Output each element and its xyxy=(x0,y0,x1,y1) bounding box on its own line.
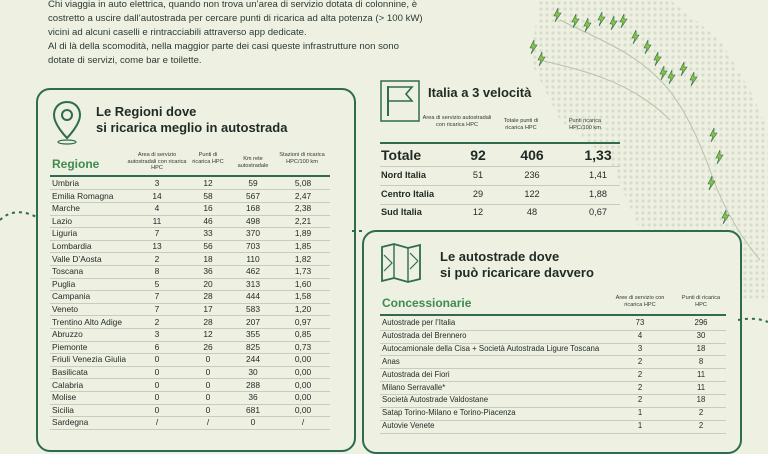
region-value: 1,85 xyxy=(294,241,312,251)
speed-value: 29 xyxy=(472,188,484,199)
highway-name: Autostrada del Brennero xyxy=(382,330,467,340)
region-value: 703 xyxy=(246,241,260,251)
intro-line: Al di là della scomodità, nella maggior parte dei casi queste infrastrutture non sono xyxy=(48,41,399,52)
region-value: 0 xyxy=(250,417,256,428)
intro-line: costretto a uscire dall’autostrada per cercare punti di ricarica ad alta potenza (> 100 kW) xyxy=(48,13,423,24)
region-value: 0 xyxy=(154,404,160,415)
region-value: 28 xyxy=(203,316,213,327)
region-name: Lazio xyxy=(52,215,73,226)
highways-col-name: Concessionarie xyxy=(382,296,472,310)
highway-name: Autovie Venete xyxy=(382,421,435,431)
region-value: 583 xyxy=(246,304,260,314)
region-value: 2 xyxy=(154,253,160,264)
region-value: 3 xyxy=(154,178,160,188)
dotted-connector xyxy=(340,205,380,245)
region-value: 0,00 xyxy=(294,392,312,403)
highway-value: 4 xyxy=(637,330,643,340)
region-name: Puglia xyxy=(52,278,76,289)
region-value: 681 xyxy=(246,404,260,415)
highways-title-line2: si può ricaricare davvero xyxy=(440,265,594,280)
divider xyxy=(380,314,726,316)
speed-value: 12 xyxy=(472,207,484,217)
region-value: 12 xyxy=(203,329,213,340)
regions-title-line1: Le Regioni dove xyxy=(96,104,197,119)
regions-col-km: Km rete autostradale xyxy=(237,156,269,169)
regions-col-region: Regione xyxy=(52,157,100,171)
region-value: 59 xyxy=(248,178,258,188)
highway-value: 18 xyxy=(696,395,706,405)
highway-value: 73 xyxy=(635,318,645,327)
region-name: Umbria xyxy=(52,178,79,188)
region-value: 3 xyxy=(154,329,160,340)
flag-icon xyxy=(380,80,420,122)
regions-title-line2: si ricarica meglio in autostrada xyxy=(96,120,288,135)
highway-name: Società Autostrade Valdostane xyxy=(382,395,489,405)
region-value: 0,00 xyxy=(294,404,312,415)
region-value: 17 xyxy=(203,304,213,314)
highway-name: Autocamionale della Cisa + Società Autostrada Ligure Toscana xyxy=(382,343,600,353)
region-value: 0,00 xyxy=(294,379,312,390)
dotted-connector xyxy=(0,190,40,250)
speed-value: 1,88 xyxy=(589,188,607,199)
region-value: 0 xyxy=(205,354,211,365)
region-name: Veneto xyxy=(52,304,79,314)
region-value: 7 xyxy=(154,304,160,314)
highway-value: 11 xyxy=(696,369,706,379)
region-value: / xyxy=(155,417,159,428)
region-value: 11 xyxy=(152,215,162,226)
region-value: 0 xyxy=(205,379,211,390)
region-value: 36 xyxy=(203,266,213,277)
highway-value: 2 xyxy=(637,395,643,405)
speed-title: Italia a 3 velocità xyxy=(428,85,532,100)
highway-value: 18 xyxy=(696,343,706,353)
highway-value: 2 xyxy=(637,382,643,392)
intro-line: dotate di servizi, come bar e toilette. xyxy=(48,55,202,66)
intro-text xyxy=(48,0,508,68)
highway-name: Satap Torino-Milano e Torino-Piacenza xyxy=(382,408,516,418)
region-value: 1,60 xyxy=(294,278,312,289)
region-name: Abruzzo xyxy=(52,329,83,340)
region-value: 7 xyxy=(154,228,160,239)
location-pin-icon xyxy=(52,100,82,146)
row-divider xyxy=(50,429,330,430)
region-name: Sicilia xyxy=(52,404,74,415)
highways-col-points: Punti di ricarica HPC xyxy=(681,295,721,308)
region-value: 0 xyxy=(205,392,211,403)
region-value: 2,21 xyxy=(294,215,312,226)
speed-value: 1,41 xyxy=(589,170,607,180)
region-value: 0,85 xyxy=(294,329,312,340)
row-divider xyxy=(380,355,726,356)
region-value: 30 xyxy=(248,367,258,377)
region-value: 4 xyxy=(154,203,160,214)
highway-value: 8 xyxy=(698,356,704,366)
speed-area-name: Nord Italia xyxy=(381,170,426,180)
region-value: 16 xyxy=(203,203,213,214)
region-value: 13 xyxy=(152,241,162,251)
region-value: 33 xyxy=(203,228,213,239)
region-value: 1,89 xyxy=(294,228,312,239)
region-value: 110 xyxy=(246,253,260,264)
region-value: 207 xyxy=(246,316,260,327)
row-divider xyxy=(380,433,726,434)
region-value: 0,97 xyxy=(294,316,312,327)
highway-name: Milano Serravalle* xyxy=(382,382,446,392)
speed-value: 48 xyxy=(526,207,538,217)
speed-value: 0,67 xyxy=(589,207,607,217)
region-name: Lombardia xyxy=(52,241,92,251)
region-value: 2,47 xyxy=(294,190,312,201)
highways-title xyxy=(440,249,594,281)
region-value: 5 xyxy=(154,278,160,289)
region-value: 20 xyxy=(203,278,213,289)
region-value: 36 xyxy=(248,392,258,403)
highway-value: 3 xyxy=(637,343,643,353)
region-name: Liguria xyxy=(52,228,78,239)
region-value: 1,20 xyxy=(294,304,312,314)
highway-value: 11 xyxy=(696,382,706,392)
road-map-icon xyxy=(380,243,422,283)
region-value: 462 xyxy=(246,266,260,277)
region-value: 0 xyxy=(154,354,160,365)
region-name: Marche xyxy=(52,203,80,214)
highway-value: 30 xyxy=(696,330,706,340)
divider xyxy=(380,166,620,167)
region-value: 14 xyxy=(152,190,162,201)
highway-value: 1 xyxy=(637,421,643,431)
intro-line: Chi viaggia in auto elettrica, quando non trova un’area di servizio dotata di colonnine, è xyxy=(48,0,418,10)
region-name: Campania xyxy=(52,291,91,302)
regions-col-areas: Area di servizio autostradali con ricarica HPC xyxy=(127,152,187,172)
region-value: 168 xyxy=(246,203,260,214)
region-name: Molise xyxy=(52,392,77,403)
speed-total-areas: 92 xyxy=(470,147,486,163)
speed-col-areas: Area di servizio autostradali con ricarica HPC xyxy=(422,115,492,128)
speed-area-name: Centro Italia xyxy=(381,188,435,199)
region-value: 1,82 xyxy=(294,253,312,264)
row-divider xyxy=(380,204,620,205)
region-name: Sardegna xyxy=(52,417,89,428)
region-value: 5,08 xyxy=(294,178,312,188)
speed-area-name: Sud Italia xyxy=(381,207,422,217)
region-value: 58 xyxy=(203,190,213,201)
region-value: 7 xyxy=(154,291,160,302)
region-value: 2,38 xyxy=(294,203,312,214)
region-value: / xyxy=(206,417,210,428)
region-value: 0 xyxy=(154,379,160,390)
region-value: 0 xyxy=(205,367,211,377)
region-value: 56 xyxy=(203,241,213,251)
region-value: 288 xyxy=(246,379,260,390)
region-value: 12 xyxy=(203,178,213,188)
highway-name: Autostrade per l’Italia xyxy=(382,318,456,327)
speed-total-points: 406 xyxy=(520,147,544,163)
highway-value: 296 xyxy=(694,318,708,327)
region-name: Piemonte xyxy=(52,341,88,352)
highway-name: Anas xyxy=(382,356,400,366)
region-value: 0 xyxy=(154,392,160,403)
highway-value: 2 xyxy=(698,421,704,431)
row-divider xyxy=(380,185,620,186)
region-value: 1,73 xyxy=(294,266,312,277)
highway-value: 1 xyxy=(637,408,643,418)
region-value: / xyxy=(301,417,305,428)
regions-col-points: Punti di ricarica HPC xyxy=(192,152,224,165)
highways-col-areas: Aree di servizio con ricarica HPC xyxy=(615,295,665,308)
region-value: 6 xyxy=(154,341,160,352)
dotted-connector xyxy=(738,300,768,340)
speed-value: 122 xyxy=(524,188,540,199)
speed-value: 51 xyxy=(472,170,484,180)
region-value: 18 xyxy=(203,253,213,264)
region-value: 0 xyxy=(154,367,160,377)
region-value: 444 xyxy=(246,291,260,302)
region-value: 0,00 xyxy=(294,367,312,377)
divider xyxy=(50,175,330,177)
highway-name: Autostrada dei Fiori xyxy=(382,369,450,379)
region-value: 370 xyxy=(246,228,260,239)
region-value: 0,73 xyxy=(294,341,312,352)
region-value: 825 xyxy=(246,341,260,352)
speed-total-label: Totale xyxy=(381,147,422,163)
highway-value: 2 xyxy=(637,356,643,366)
region-value: 2 xyxy=(154,316,160,327)
region-name: Trentino Alto Adige xyxy=(52,316,122,327)
region-value: 26 xyxy=(203,341,213,352)
region-value: 0 xyxy=(205,404,211,415)
highways-title-line1: Le autostrade dove xyxy=(440,249,560,264)
region-value: 498 xyxy=(246,215,260,226)
highway-value: 2 xyxy=(637,369,643,379)
intro-line: vicini ad alcuni caselli e rintracciabili attraverso app dedicate. xyxy=(48,27,307,38)
region-value: 46 xyxy=(203,215,213,226)
region-value: 0,00 xyxy=(294,354,312,365)
speed-col-points: Totale punti di ricarica HPC xyxy=(503,118,539,131)
region-name: Valle D’Aosta xyxy=(52,253,102,264)
speed-value: 236 xyxy=(524,170,540,180)
region-name: Emilia Romagna xyxy=(52,190,114,201)
divider xyxy=(380,142,620,144)
region-name: Calabria xyxy=(52,379,84,390)
region-name: Basilicata xyxy=(52,367,88,377)
region-value: 244 xyxy=(246,354,260,365)
region-value: 355 xyxy=(246,329,260,340)
region-value: 313 xyxy=(246,278,260,289)
region-name: Friuli Venezia Giulia xyxy=(52,354,127,365)
highway-value: 2 xyxy=(698,408,704,418)
speed-total-ratio: 1,33 xyxy=(584,147,612,163)
region-value: 28 xyxy=(203,291,213,302)
region-name: Toscana xyxy=(52,266,84,277)
region-value: 1,58 xyxy=(294,291,312,302)
regions-title xyxy=(96,104,287,136)
regions-col-ratio: Stazioni di ricarica HPC/100 km xyxy=(279,152,325,165)
region-value: 8 xyxy=(154,266,160,277)
region-value: 567 xyxy=(246,190,260,201)
speed-col-ratio: Punti ricarica HPC/100 km xyxy=(568,118,602,131)
